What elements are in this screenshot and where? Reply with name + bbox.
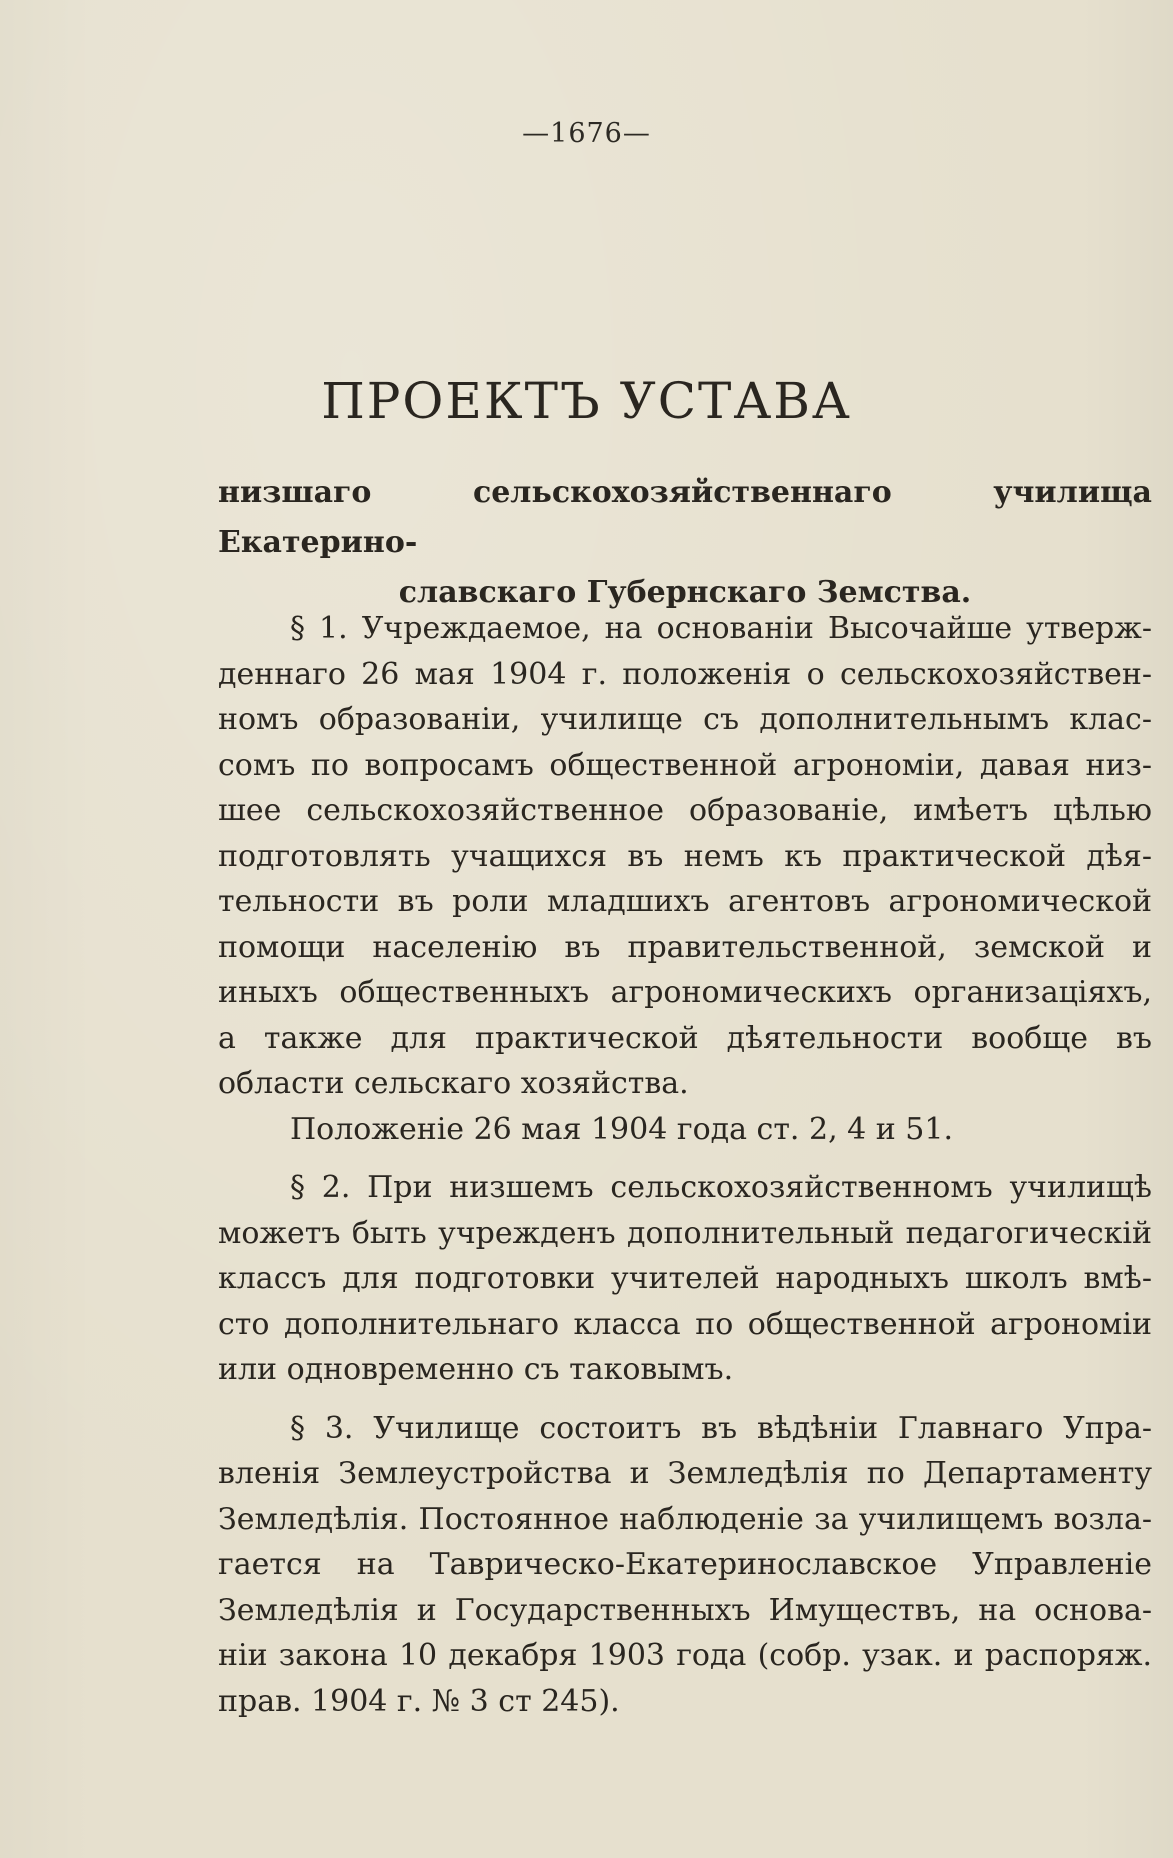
- text-line: Положенiе 26 мая 1904 года ст. 2, 4 и 51.: [290, 1111, 954, 1147]
- page-number: —1676—: [522, 118, 651, 149]
- text-line: Земледѣлiя. Постоянное наблюденiе за училищемъ возла-: [218, 1501, 1152, 1537]
- text-line: помощи населенiю въ правительственной, земской и: [218, 929, 1152, 965]
- text-line: нiи закона 10 декабря 1903 года (собр. узак. и распоряж.: [218, 1638, 1152, 1673]
- text-line: номъ образованiи, училище съ дополнительнымъ клас-: [218, 702, 1152, 737]
- text-line: § 3. Училище состоитъ въ вѣдѣнiи Главнаго Упра-: [290, 1410, 1152, 1446]
- document-subtitle: [218, 468, 1152, 618]
- section-2: [218, 1165, 1152, 1393]
- section-3: [218, 1406, 1152, 1725]
- subtitle-line-1: низшаго сельскохозяйственнаго училища Екатерино-: [218, 475, 1152, 560]
- text-line: классъ для подготовки учителей народныхъ школъ вмѣ-: [218, 1261, 1152, 1296]
- text-line: а также для практической дѣятельности вообще въ: [218, 1020, 1152, 1056]
- subtitle-line-2: славскаго Губернскаго Земства.: [398, 575, 972, 610]
- text-line: § 1. Учреждаемое, на основанiи Высочайше утверж-: [290, 611, 1152, 646]
- text-line: прав. 1904 г. № 3 ст 245).: [218, 1683, 620, 1719]
- text-line: можетъ быть учрежденъ дополнительный педагогическiй: [218, 1215, 1152, 1251]
- document-title: ПРОЕКТЪ УСТАВА: [321, 372, 852, 430]
- text-line: или одновременно съ таковымъ.: [218, 1352, 734, 1387]
- text-line: § 2. При низшемъ сельскохозяйственномъ училищѣ: [290, 1170, 1152, 1205]
- text-line: шее сельскохозяйственное образованiе, имѣетъ цѣлью: [218, 793, 1152, 828]
- text-line: сомъ по вопросамъ общественной агрономiи, давая низ-: [218, 747, 1152, 783]
- text-line: иныхъ общественныхъ агрономическихъ организацiяхъ,: [218, 975, 1152, 1010]
- text-line: гается на Таврическо-Екатеринославское Управленiе: [218, 1547, 1152, 1582]
- section-1: [218, 606, 1152, 1107]
- text-line: вленiя Землеустройства и Земледѣлiя по Департаменту: [218, 1456, 1152, 1491]
- text-line: Земледѣлiя и Государственныхъ Имуществъ, на основа-: [218, 1592, 1152, 1628]
- text-line: деннаго 26 мая 1904 г. положенiя о сельскохозяйствен-: [218, 656, 1152, 692]
- text-line: подготовлять учащихся въ немъ къ практической дѣя-: [218, 838, 1152, 874]
- section-1-reference: [218, 1107, 1152, 1153]
- text-line: сто дополнительнаго класса по общественной агрономiи: [218, 1306, 1152, 1342]
- text-line: тельности въ роли младшихъ агентовъ агрономической: [218, 884, 1152, 919]
- document-body: [218, 606, 1152, 1724]
- text-line: области сельскаго хозяйства.: [218, 1066, 689, 1101]
